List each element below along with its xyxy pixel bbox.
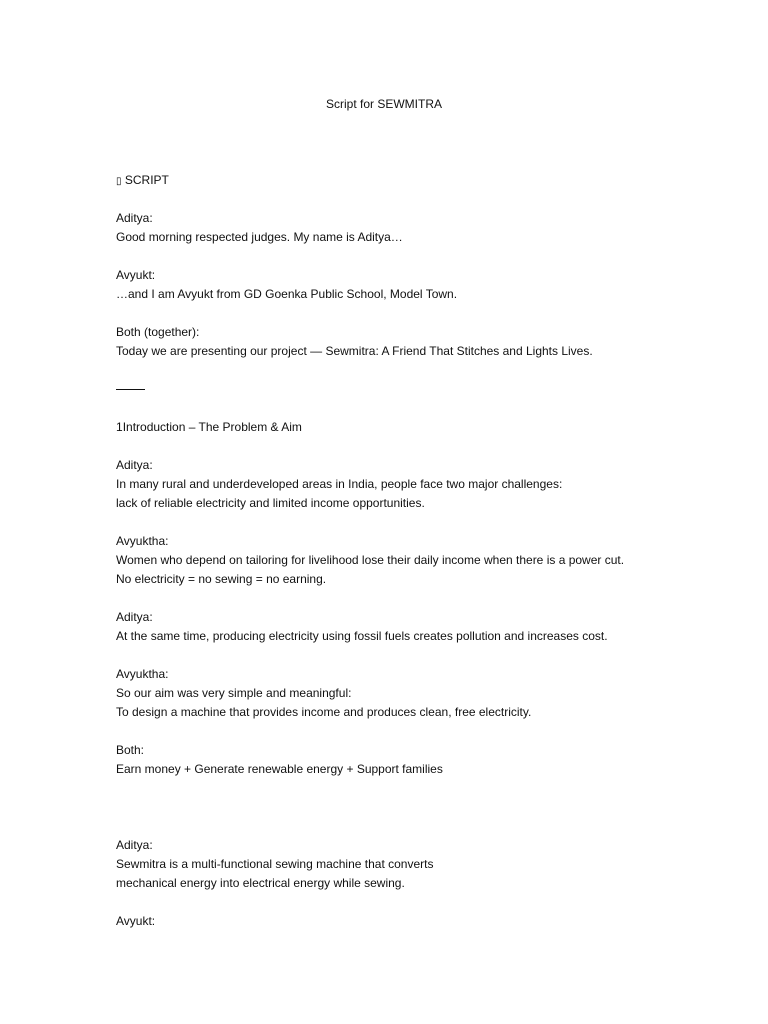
script-heading-label: SCRIPT xyxy=(124,173,169,187)
dialogue-line: To design a machine that provides income and produces clean, free electricity. xyxy=(116,705,532,719)
speaker-label: Aditya: xyxy=(116,211,153,225)
dialogue-line: Today we are presenting our project — Sewmitra: A Friend That Stitches and Lights Lives. xyxy=(116,344,593,358)
dialogue-line: Good morning respected judges. My name is Aditya… xyxy=(116,230,403,244)
speaker-label: Aditya: xyxy=(116,458,153,472)
dialogue-line: In many rural and underdeveloped areas in India, people face two major challenges: xyxy=(116,477,563,491)
script-heading xyxy=(116,171,716,190)
speaker-label: Both: xyxy=(116,743,145,757)
dialogue-line: No electricity = no sewing = no earning. xyxy=(116,572,327,586)
speaker-label: Avyukt: xyxy=(116,914,156,928)
dialogue-line: lack of reliable electricity and limited income opportunities. xyxy=(116,496,425,510)
section-number: 1 xyxy=(116,420,123,434)
dialogue-line: At the same time, producing electricity using fossil fuels creates pollution and increases cost. xyxy=(116,629,608,643)
horizontal-rule xyxy=(116,389,145,390)
section-title: Introduction – The Problem & Aim xyxy=(122,420,302,434)
speaker-label: Aditya: xyxy=(116,838,153,852)
dialogue-line: So our aim was very simple and meaningful: xyxy=(116,686,352,700)
box-glyph-icon: ▯ xyxy=(116,176,122,187)
speaker-label: Aditya: xyxy=(116,610,153,624)
document-title: Script for SEWMITRA xyxy=(325,97,442,111)
speaker-label: Both (together): xyxy=(116,325,200,339)
script-body xyxy=(116,171,716,931)
speaker-label: Avyukt: xyxy=(116,268,156,282)
dialogue-line: Sewmitra is a multi-functional sewing machine that converts xyxy=(116,857,434,871)
section-divider xyxy=(116,380,716,399)
dialogue-line: …and I am Avyukt from GD Goenka Public School, Model Town. xyxy=(116,287,458,301)
dialogue-line: Women who depend on tailoring for livelihood lose their daily income when there is a power cut. xyxy=(116,553,625,567)
speaker-label: Avyuktha: xyxy=(116,667,169,681)
dialogue-line: Earn money + Generate renewable energy + Support families xyxy=(116,762,443,776)
speaker-label: Avyuktha: xyxy=(116,534,169,548)
section-heading xyxy=(116,418,716,437)
dialogue-line: mechanical energy into electrical energy while sewing. xyxy=(116,876,405,890)
